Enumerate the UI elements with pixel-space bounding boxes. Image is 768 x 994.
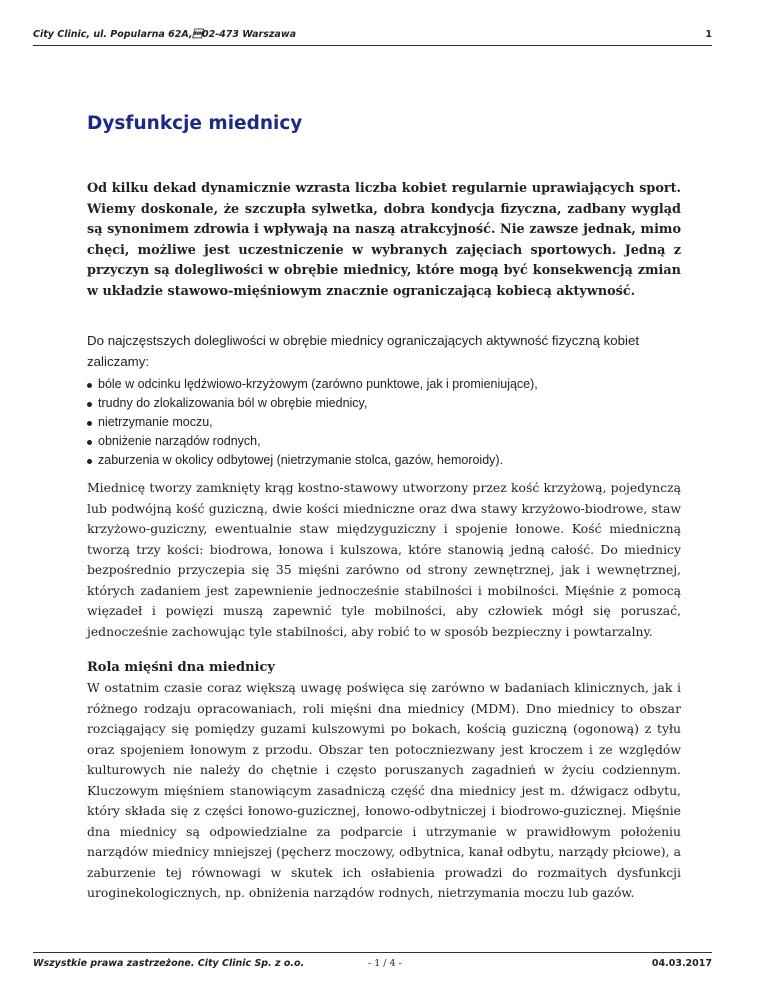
section-heading: Rola mięśni dna miednicy: [87, 660, 275, 675]
symptoms-list: [87, 375, 681, 470]
list-item: trudny do zlokalizowania ból w obrębie miednicy,: [87, 394, 681, 413]
footer-page-of: - 1 / 4 -: [368, 958, 402, 969]
footer-date: 04.03.2017: [651, 958, 712, 969]
page-header: [33, 27, 712, 46]
list-item: bóle w odcinku lędźwiowo-krzyżowym (zarówno punktowe, jak i promieniujące),: [87, 375, 681, 394]
page-title: Dysfunkcje miednicy: [87, 113, 303, 134]
header-address: City Clinic, ul. Popularna 62A,02-473 Warszawa: [33, 29, 297, 40]
intro-paragraph: Do najczęstszych dolegliwości w obrębie miednicy ograniczających aktywność fizyczną kobiet zaliczamy:: [87, 333, 640, 369]
footer-copyright: Wszystkie prawa zastrzeżone. City Clinic Sp. z o.o.: [33, 958, 305, 969]
list-item: nietrzymanie moczu,: [87, 413, 681, 432]
pelvic-floor-paragraph: W ostatnim czasie coraz większą uwagę poświęca się zarówno w badaniach klinicznych, jak i różnego rodzaju opracowaniach, roli mięśni dna miednicy (MDM). Dno miednicy to obszar rozciągający się pomiędzy guzami kulszowymi po bokach, kością guziczną (ogonową) z tyłu oraz spojeniem łonowym z przodu. Obszar ten potoczniezwany jest kroczem i ze względów kulturowych nie należy do chętnie i często poruszanych zagadnień w życiu codziennym. Kluczowym mięśniem stanowiącym zasadniczą część dna miednicy jest m. dźwigacz odbytu, który składa się z części łonowo-guzicznej, łonowo-odbytniczej i biodrowo-guzicznej. Mięśnie dna miednicy są odpowiedzialne za podparcie i utrzymanie w prawidłowym położeniu narządów miednicy mniejszej (pęcherz moczowy, odbytnica, kanał odbytu, narządy płciowe), a zaburzenie tej równowagi w skutek ich osłabienia prowadzi do rozmaitych dysfunkcji uroginekologicznych, np. obniżenia narządów rodnych, nietrzymania moczu lub gazów.: [87, 680, 681, 900]
lead-paragraph: Od kilku dekad dynamicznie wzrasta liczba kobiet regularnie uprawiających sport. Wiemy doskonale, że szczupła sylwetka, dobra kondycja fizyczna, zadbany wygląd są synonimem zdrowia i wpływają na naszą atrakcyjność. Nie zawsze jednak, mimo chęci, możliwe jest uczestniczenie w wybranych zajęciach sportowych. Jedną z przyczyn są dolegliwości w obrębie miednicy, które mogą być konsekwencją zmian w układzie stawowo-mięśniowym znacznie ograniczającą kobiecą aktywność.: [87, 181, 681, 299]
bullet-icon: [87, 440, 92, 445]
bullet-icon: [87, 383, 92, 388]
header-page-number: 1: [705, 29, 712, 40]
bullet-icon: [87, 402, 92, 407]
page-footer: [33, 952, 712, 975]
pelvis-anatomy-paragraph: Miednicę tworzy zamknięty krąg kostno-stawowy utworzony przez kość krzyżową, pojedynczą lub podwójną kość guziczną, dwie kości miedniczne oraz dwa stawy krzyżowo-biodrowe, staw krzyżowo-guziczny, ewentualnie staw międzyguziczny i spojenie łonowe. Kość miedniczną tworzą trzy kości: biodrowa, łonowa i kulszowa, które stanowią jedną całość. Do miednicy bezpośrednio przyczepia się 35 mięśni zarówno od strony zewnętrznej, jak i wewnętrznej, których zadaniem jest zapewnienie jednocześnie stabilności i mobilności. Mięśnie z pomocą więzadeł i powięzi muszą zapewnić tyle mobilności, aby człowiek mógł się poruszać, jednocześnie zachowując tyle stabilności, aby robić to w sposób bezpieczny i powtarzalny.: [87, 480, 681, 639]
list-item: obniżenie narządów rodnych,: [87, 432, 681, 451]
bullet-icon: [87, 459, 92, 464]
list-item: zaburzenia w okolicy odbytowej (nietrzymanie stolca, gazów, hemoroidy).: [87, 451, 681, 470]
bullet-icon: [87, 421, 92, 426]
